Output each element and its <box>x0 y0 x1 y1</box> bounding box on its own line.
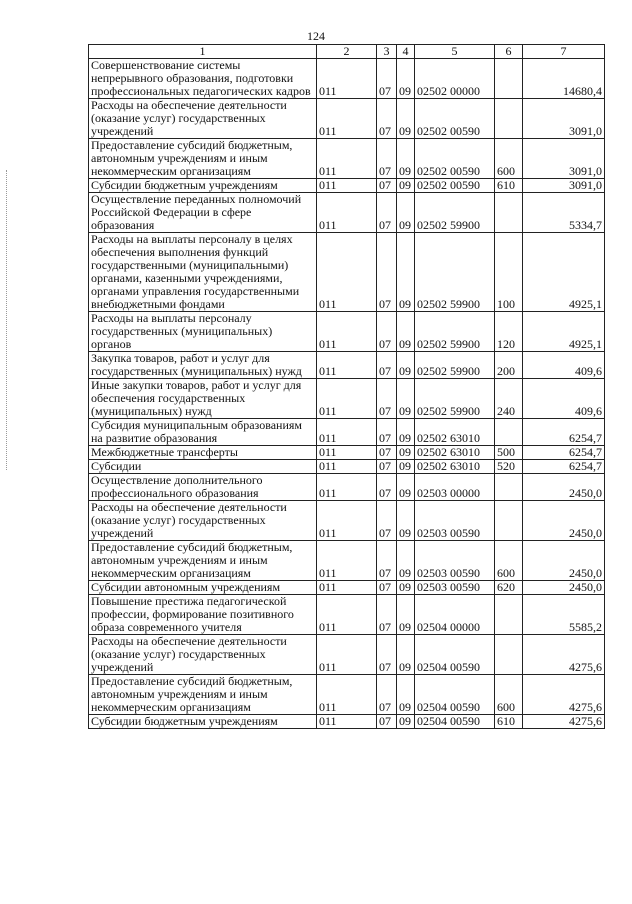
row-section: 07 <box>377 139 397 179</box>
row-admin-code: 011 <box>317 446 377 460</box>
row-name: Закупка товаров, работ и услуг для государственных (муниципальных) нужд <box>89 352 317 379</box>
row-section: 07 <box>377 99 397 139</box>
row-admin-code: 011 <box>317 99 377 139</box>
row-target-article: 02504 00000 <box>415 595 495 635</box>
row-target-article: 02504 00590 <box>415 675 495 715</box>
row-target-article: 02504 00590 <box>415 635 495 675</box>
row-name: Осуществление дополнительного профессионального образования <box>89 474 317 501</box>
row-admin-code: 011 <box>317 352 377 379</box>
row-admin-code: 011 <box>317 581 377 595</box>
row-target-article: 02503 00590 <box>415 581 495 595</box>
row-amount: 2450,0 <box>523 474 605 501</box>
column-header-2: 2 <box>317 45 377 59</box>
table-row <box>89 99 605 139</box>
row-name: Повышение престижа педагогической профессии, формирование позитивного образа современного учителя <box>89 595 317 635</box>
row-amount: 3091,0 <box>523 179 605 193</box>
row-target-article: 02502 59900 <box>415 312 495 352</box>
row-expense-type: 120 <box>495 312 523 352</box>
table-row <box>89 541 605 581</box>
row-admin-code: 011 <box>317 595 377 635</box>
row-amount: 3091,0 <box>523 99 605 139</box>
page-number: 124 <box>307 29 325 43</box>
row-expense-type <box>495 419 523 446</box>
table-row <box>89 233 605 312</box>
row-expense-type: 240 <box>495 379 523 419</box>
table-body <box>89 59 605 729</box>
row-admin-code: 011 <box>317 59 377 99</box>
row-admin-code: 011 <box>317 193 377 233</box>
table-row <box>89 193 605 233</box>
row-expense-type: 200 <box>495 352 523 379</box>
row-expense-type: 610 <box>495 715 523 729</box>
row-section: 07 <box>377 233 397 312</box>
row-admin-code: 011 <box>317 312 377 352</box>
row-expense-type: 600 <box>495 541 523 581</box>
table-row <box>89 419 605 446</box>
budget-table <box>88 44 605 729</box>
row-name: Расходы на выплаты персоналу в целях обеспечения выполнения функций государственными (муниципальными) органами, казенными учреждениями, органами управления государственными внебюджетными фондами <box>89 233 317 312</box>
row-admin-code: 011 <box>317 501 377 541</box>
row-target-article: 02504 00590 <box>415 715 495 729</box>
row-expense-type: 600 <box>495 675 523 715</box>
row-subsection: 09 <box>397 460 415 474</box>
table-row <box>89 352 605 379</box>
row-section: 07 <box>377 595 397 635</box>
table-header <box>89 45 605 59</box>
row-amount: 2450,0 <box>523 501 605 541</box>
row-admin-code: 011 <box>317 233 377 312</box>
table-row <box>89 595 605 635</box>
row-amount: 409,6 <box>523 379 605 419</box>
row-expense-type <box>495 193 523 233</box>
row-subsection: 09 <box>397 474 415 501</box>
row-subsection: 09 <box>397 675 415 715</box>
row-expense-type <box>495 59 523 99</box>
row-section: 07 <box>377 446 397 460</box>
row-amount: 2450,0 <box>523 581 605 595</box>
row-subsection: 09 <box>397 541 415 581</box>
table-row <box>89 581 605 595</box>
column-header-3: 3 <box>377 45 397 59</box>
row-admin-code: 011 <box>317 379 377 419</box>
row-subsection: 09 <box>397 312 415 352</box>
row-admin-code: 011 <box>317 179 377 193</box>
row-name: Иные закупки товаров, работ и услуг для обеспечения государственных (муниципальных) нужд <box>89 379 317 419</box>
row-section: 07 <box>377 675 397 715</box>
row-name: Расходы на обеспечение деятельности (оказание услуг) государственных учреждений <box>89 99 317 139</box>
row-target-article: 02502 59900 <box>415 379 495 419</box>
row-subsection: 09 <box>397 595 415 635</box>
row-subsection: 09 <box>397 193 415 233</box>
row-subsection: 09 <box>397 419 415 446</box>
table-row <box>89 179 605 193</box>
row-amount: 4275,6 <box>523 635 605 675</box>
row-subsection: 09 <box>397 99 415 139</box>
row-subsection: 09 <box>397 352 415 379</box>
row-expense-type: 610 <box>495 179 523 193</box>
row-target-article: 02502 63010 <box>415 460 495 474</box>
row-target-article: 02502 59900 <box>415 193 495 233</box>
row-section: 07 <box>377 179 397 193</box>
row-amount: 4275,6 <box>523 715 605 729</box>
row-section: 07 <box>377 581 397 595</box>
row-section: 07 <box>377 352 397 379</box>
row-target-article: 02502 63010 <box>415 446 495 460</box>
row-target-article: 02502 63010 <box>415 419 495 446</box>
table-row <box>89 460 605 474</box>
row-name: Расходы на обеспечение деятельности (оказание услуг) государственных учреждений <box>89 501 317 541</box>
row-target-article: 02502 00000 <box>415 59 495 99</box>
row-name: Расходы на обеспечение деятельности (оказание услуг) государственных учреждений <box>89 635 317 675</box>
row-amount: 5334,7 <box>523 193 605 233</box>
table-row <box>89 675 605 715</box>
scan-edge-mark <box>6 170 9 470</box>
row-expense-type: 600 <box>495 139 523 179</box>
row-amount: 6254,7 <box>523 419 605 446</box>
row-expense-type: 620 <box>495 581 523 595</box>
row-admin-code: 011 <box>317 474 377 501</box>
row-section: 07 <box>377 460 397 474</box>
table-row <box>89 501 605 541</box>
row-expense-type <box>495 474 523 501</box>
row-name: Осуществление переданных полномочий Российской Федерации в сфере образования <box>89 193 317 233</box>
row-subsection: 09 <box>397 581 415 595</box>
table-row <box>89 312 605 352</box>
table-row <box>89 715 605 729</box>
row-name: Межбюджетные трансферты <box>89 446 317 460</box>
row-expense-type: 520 <box>495 460 523 474</box>
row-section: 07 <box>377 312 397 352</box>
row-section: 07 <box>377 474 397 501</box>
row-name: Предоставление субсидий бюджетным, автономным учреждениям и иным некоммерческим организациям <box>89 139 317 179</box>
row-amount: 2450,0 <box>523 541 605 581</box>
table-row <box>89 59 605 99</box>
row-amount: 3091,0 <box>523 139 605 179</box>
row-admin-code: 011 <box>317 460 377 474</box>
row-subsection: 09 <box>397 501 415 541</box>
row-amount: 5585,2 <box>523 595 605 635</box>
table-row <box>89 635 605 675</box>
column-numbers-row <box>89 45 605 59</box>
row-name: Субсидии автономным учреждениям <box>89 581 317 595</box>
row-name: Предоставление субсидий бюджетным, автономным учреждениям и иным некоммерческим организациям <box>89 541 317 581</box>
row-expense-type <box>495 635 523 675</box>
column-header-6: 6 <box>495 45 523 59</box>
row-name: Субсидии бюджетным учреждениям <box>89 179 317 193</box>
row-name: Предоставление субсидий бюджетным, автономным учреждениям и иным некоммерческим организациям <box>89 675 317 715</box>
row-target-article: 02502 59900 <box>415 352 495 379</box>
row-name: Субсидии бюджетным учреждениям <box>89 715 317 729</box>
row-target-article: 02502 00590 <box>415 139 495 179</box>
row-subsection: 09 <box>397 233 415 312</box>
row-expense-type: 100 <box>495 233 523 312</box>
table-row <box>89 139 605 179</box>
row-expense-type <box>495 501 523 541</box>
row-section: 07 <box>377 193 397 233</box>
row-amount: 4925,1 <box>523 233 605 312</box>
row-section: 07 <box>377 715 397 729</box>
row-target-article: 02503 00590 <box>415 501 495 541</box>
row-subsection: 09 <box>397 715 415 729</box>
column-header-4: 4 <box>397 45 415 59</box>
row-target-article: 02503 00590 <box>415 541 495 581</box>
table-row <box>89 446 605 460</box>
row-expense-type: 500 <box>495 446 523 460</box>
table-row <box>89 474 605 501</box>
row-expense-type <box>495 595 523 635</box>
row-admin-code: 011 <box>317 675 377 715</box>
row-expense-type <box>495 99 523 139</box>
row-amount: 409,6 <box>523 352 605 379</box>
row-admin-code: 011 <box>317 715 377 729</box>
row-subsection: 09 <box>397 179 415 193</box>
row-admin-code: 011 <box>317 419 377 446</box>
row-section: 07 <box>377 419 397 446</box>
row-subsection: 09 <box>397 139 415 179</box>
row-target-article: 02502 00590 <box>415 179 495 193</box>
row-amount: 14680,4 <box>523 59 605 99</box>
column-header-7: 7 <box>523 45 605 59</box>
row-amount: 6254,7 <box>523 460 605 474</box>
row-subsection: 09 <box>397 379 415 419</box>
row-admin-code: 011 <box>317 139 377 179</box>
column-header-5: 5 <box>415 45 495 59</box>
row-name: Совершенствование системы непрерывного образования, подготовки профессиональных педагогических кадров <box>89 59 317 99</box>
row-subsection: 09 <box>397 635 415 675</box>
row-target-article: 02502 59900 <box>415 233 495 312</box>
row-target-article: 02503 00000 <box>415 474 495 501</box>
row-admin-code: 011 <box>317 635 377 675</box>
row-section: 07 <box>377 541 397 581</box>
column-header-1: 1 <box>89 45 317 59</box>
row-section: 07 <box>377 59 397 99</box>
row-amount: 4925,1 <box>523 312 605 352</box>
row-section: 07 <box>377 379 397 419</box>
table-row <box>89 379 605 419</box>
row-admin-code: 011 <box>317 541 377 581</box>
row-name: Субсидии <box>89 460 317 474</box>
row-amount: 4275,6 <box>523 675 605 715</box>
row-target-article: 02502 00590 <box>415 99 495 139</box>
row-section: 07 <box>377 635 397 675</box>
row-name: Субсидия муниципальным образованиям на развитие образования <box>89 419 317 446</box>
row-subsection: 09 <box>397 446 415 460</box>
row-subsection: 09 <box>397 59 415 99</box>
row-section: 07 <box>377 501 397 541</box>
row-name: Расходы на выплаты персоналу государственных (муниципальных) органов <box>89 312 317 352</box>
row-amount: 6254,7 <box>523 446 605 460</box>
